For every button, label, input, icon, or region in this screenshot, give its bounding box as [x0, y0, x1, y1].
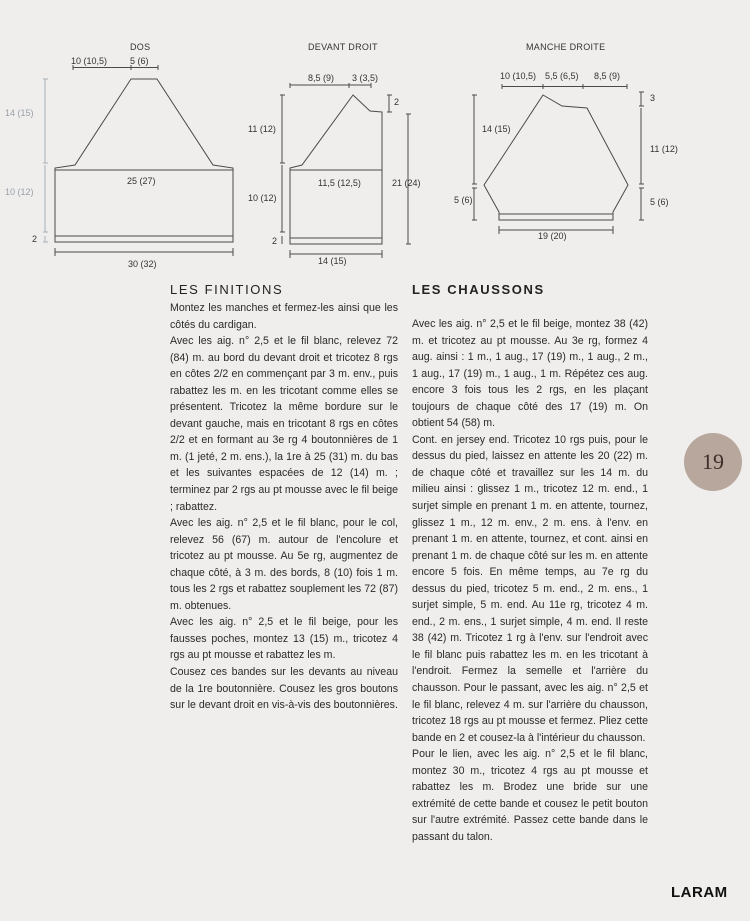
- devant-height-measure: 21 (24): [392, 178, 421, 188]
- manche-left-lower-measure: 5 (6): [454, 195, 473, 205]
- devant-rib-measure: 2: [272, 236, 278, 246]
- devant-bottom-measure: 14 (15): [318, 256, 347, 266]
- manche-bottom-measure: 19 (20): [538, 231, 567, 241]
- manche-top-left-measure: 10 (10,5): [500, 71, 537, 81]
- schematics-area: [0, 0, 750, 280]
- page-number: 19: [702, 449, 724, 474]
- dos-bottom-measure: 30 (32): [128, 259, 157, 269]
- chaussons-body: [412, 316, 648, 846]
- manche-left-upper-measure: 14 (15): [482, 124, 511, 134]
- manche-title: MANCHE DROITE: [526, 42, 606, 52]
- dos-outline: [55, 79, 233, 242]
- dos-title: DOS: [130, 42, 151, 52]
- dos-rib-measure: 2: [32, 234, 38, 244]
- devant-top-right-measure: 3 (3,5): [352, 73, 379, 83]
- devant-top-left-measure: 8,5 (9): [308, 73, 335, 83]
- devant-side-upper-measure: 11 (12): [248, 124, 276, 134]
- manche-top-mid-measure: 5,5 (6,5): [545, 71, 579, 81]
- manche-right-lower-measure: 5 (6): [650, 197, 669, 207]
- devant-chest-measure: 11,5 (12,5): [318, 178, 361, 188]
- finitions-body: [170, 300, 398, 714]
- finitions-paragraph: Avec les aig. n° 2,5 et le fil blanc, pour le col, relevez 56 (67) m. autour de l'encolure et tricotez au pt mousse. Au 5e rg, augmentez de chaque côté, à 3 m. des bords, 8 (10) fois 1 m. tous les 2 rgs et rabattez souplement les 72 (87) m. obtenues.: [170, 517, 398, 612]
- devant-side-lower-measure: 10 (12): [248, 193, 277, 203]
- chaussons-paragraph: Avec les aig. n° 2,5 et le fil beige, montez 38 (42) m. et tricotez au pt mousse. Au 3e rg, formez 4 aug. ainsi : 1 m., 1 aug., 17 (19) m., 1 aug., 2 m., 1 aug., 17 (19) m., 1 aug., 1 m. Répétez ces aug. encore 3 fois tous les 2 rgs, en les plaçant toujours de chaque côté des 17 (19) m. On obtient 54 (58) m.: [412, 318, 648, 430]
- finitions-paragraph: Avec les aig. n° 2,5 et le fil blanc, relevez 72 (84) m. au bord du devant droit et tricotez 8 rgs en côtes 2/2 en commençant par 3 m. env., puis rabattez les m. en les tricotant comme elles se présentent. Tricotez la même bordure sur le devant gauche, mais en tricotant 8 rgs en côtes 2/2 et en formant au 3e rg 4 boutonnières de 1 m. (1 jeté, 2 m. ens.), la 1re à 25 (31) m. du bas et les suivantes espacées de 12 (14) m. ; terminez par 2 rgs au pt mousse avec le fil beige ; rabattez.: [170, 335, 398, 513]
- finitions-paragraph: Avec les aig. n° 2,5 et le fil beige, pour les fausses poches, montez 13 (15) m., tricotez 4 rgs au pt mousse et rabattez les m.: [170, 616, 398, 662]
- dos-top-right-measure: 5 (6): [130, 56, 149, 66]
- manche-top-right-measure: 8,5 (9): [594, 71, 621, 81]
- dos-side-lower-measure: 10 (12): [5, 187, 34, 197]
- manche-outline: [484, 95, 628, 220]
- manche-right-top-measure: 3: [650, 93, 656, 103]
- chaussons-paragraph: Pour le lien, avec les aig. n° 2,5 et le fil blanc, montez 30 m., tricotez 4 rgs au pt mousse et rabattez les m. Brodez une bride sur une extrémité de cette bande et cousez le petit bouton sur l'autre extrémité. Passez cette bande dans le passant du talon.: [412, 748, 648, 843]
- dos-chest-measure: 25 (27): [127, 176, 156, 186]
- devant-neck-measure: 2: [394, 97, 400, 107]
- devant-title: DEVANT DROIT: [308, 42, 378, 52]
- finitions-heading: LES FINITIONS: [170, 282, 284, 297]
- chaussons-heading: LES CHAUSSONS: [412, 282, 545, 297]
- finitions-paragraph: Montez les manches et fermez-les ainsi que les côtés du cardigan.: [170, 302, 398, 331]
- dos-top-left-measure: 10 (10,5): [71, 56, 108, 66]
- brand-logo: LARAM: [671, 884, 728, 901]
- chaussons-paragraph: Cont. en jersey end. Tricotez 10 rgs puis, pour le dessus du pied, laissez en attente les 20 (22) m. de chaque côté et travaillez sur les 14 m. du milieu ainsi : glissez 1 m., tricotez 12 m. end., 1 surjet simple en prenant 1 m. en attente, tournez, glissez 1 m., 12 m. env., 2 m. ens. à l'env. en prenant 1 m. en attente, tournez, et cont. ainsi en prenant 1 m. de chaque côté sur les m. en attente encore 5 fois. En même temps, au 7e rg du dessus du pied, tricotez 5 m. end., 2 m. ens., 1 surjet simple, 5 m. end. Au 11e rg, tricotez 4 m. end., 2 m. ens., 1 surjet simple, 4 m. end. Il reste 38 (42) m. Tricotez 1 rg à l'env. sur l'endroit avec le fil blanc puis rabattez les m. en les tricotant à l'endroit. Fermez la semelle et l'arrière du chausson. Pour le passant, avec les aig. n° 2,5 et le fil blanc, relevez 4 m. sur l'arrière du chausson, tricotez 18 rgs au pt mousse et fermez. Pliez cette bande en 2 et cousez-la à l'intérieur du chausson.: [412, 433, 648, 744]
- dos-side-upper-measure: 14 (15): [5, 108, 34, 118]
- manche-right-upper-measure: 11 (12): [650, 144, 678, 154]
- page-number-badge: [684, 433, 742, 491]
- finitions-paragraph: Cousez ces bandes sur les devants au niveau de la 1re boutonnière. Cousez les gros boutons sur le devant droit en vis-à-vis des boutonnières.: [170, 666, 398, 712]
